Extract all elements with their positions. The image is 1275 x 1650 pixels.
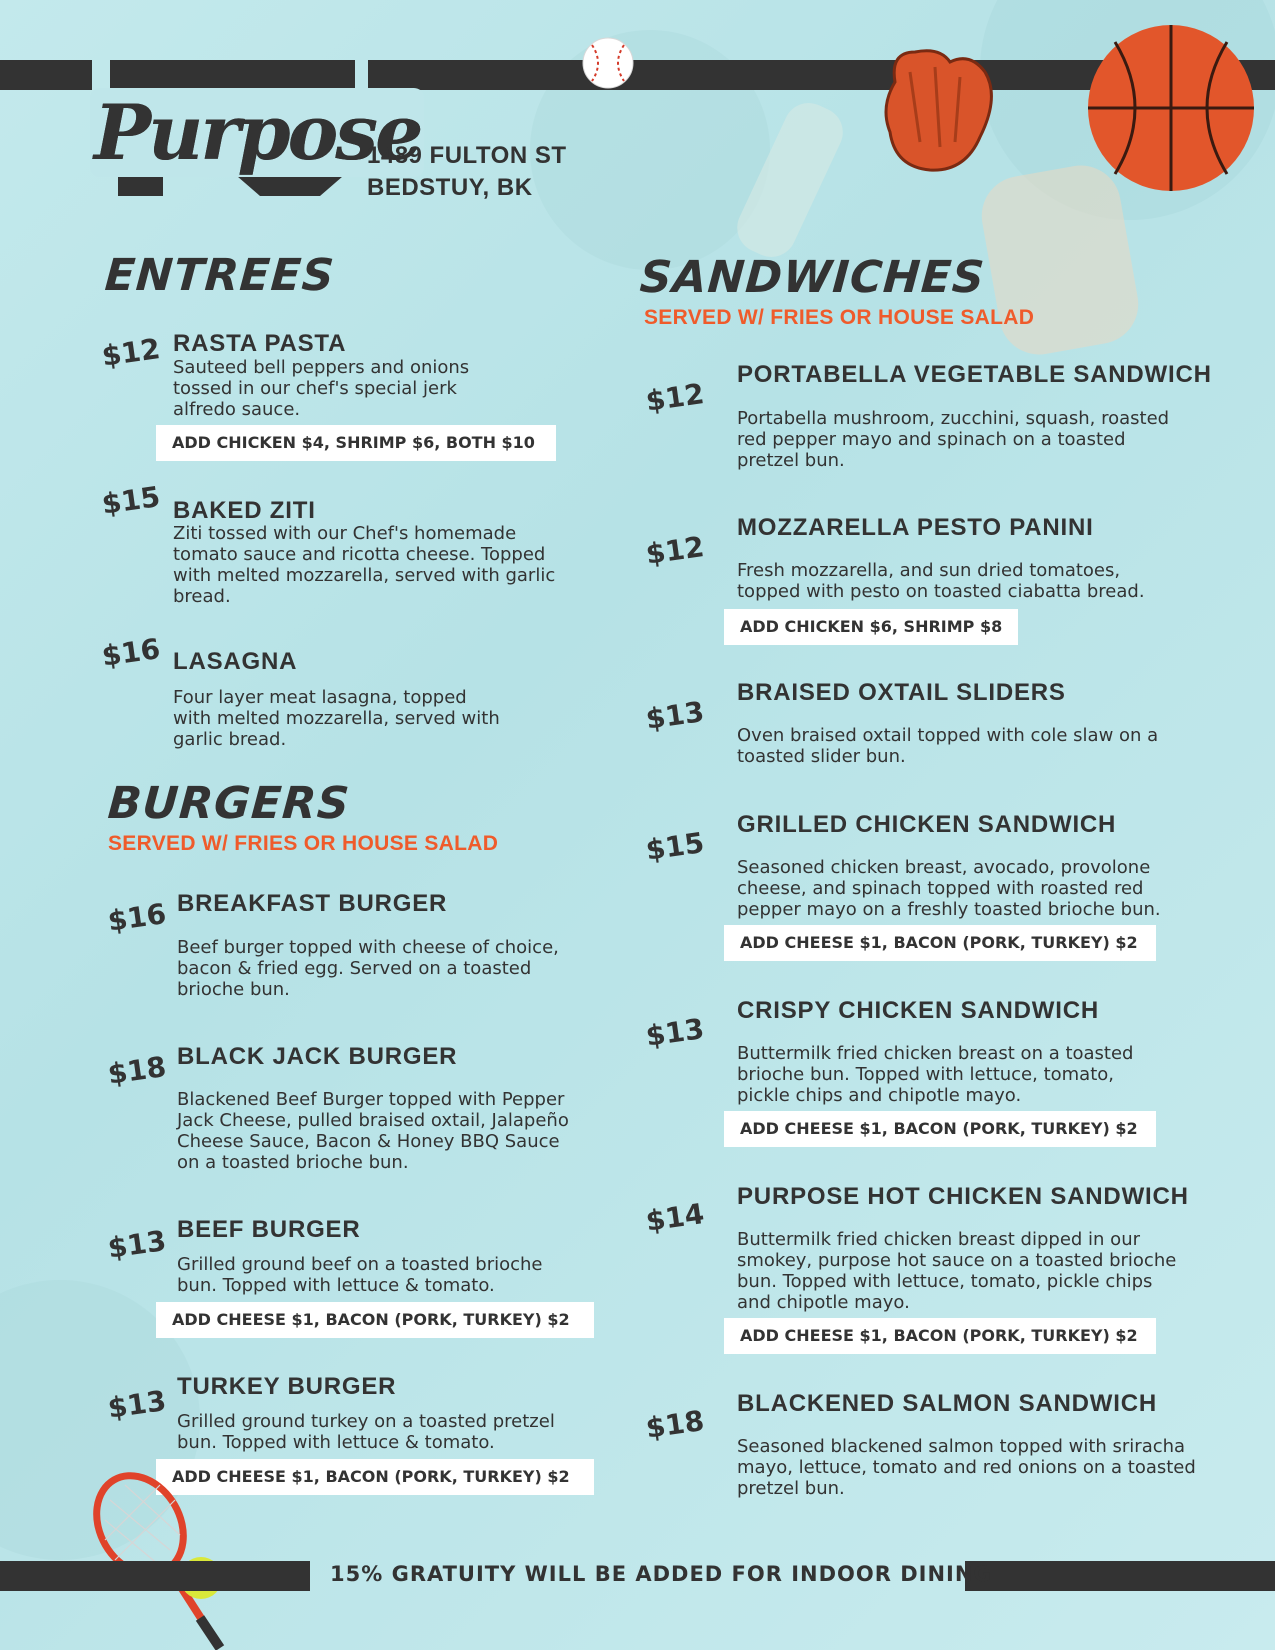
item-description: Buttermilk fried chicken breast dipped in our smokey, purpose hot sauce on a toasted brioche bun. Topped with lettuce, tomato, pickle chips and chipotle mayo. [737, 1229, 1177, 1313]
address-line-1: 1489 FULTON ST [367, 142, 567, 169]
basketball-icon [1085, 22, 1257, 194]
baseball-icon [580, 35, 636, 91]
item-price: $15 [99, 480, 163, 521]
item-price: $13 [643, 1012, 707, 1053]
item-description: Grilled ground turkey on a toasted pretzel bun. Topped with lettuce & tomato. [177, 1411, 555, 1453]
item-addon: ADD CHICKEN $4, SHRIMP $6, BOTH $10 [156, 425, 556, 461]
item-price: $13 [643, 695, 707, 736]
item-description: Ziti tossed with our Chef's homemade tomato sauce and ricotta cheese. Topped with melted mozzarella, served with garlic bread. [173, 523, 556, 607]
top-bar-left [0, 60, 92, 90]
item-description: Grilled ground beef on a toasted brioche bun. Topped with lettuce & tomato. [177, 1254, 543, 1296]
item-name: BLACK JACK BURGER [177, 1043, 458, 1070]
sandwiches-title: SANDWICHES [638, 252, 987, 303]
burgers-subtitle: SERVED W/ FRIES OR HOUSE SALAD [108, 832, 499, 855]
item-description: Seasoned blackened salmon topped with sriracha mayo, lettuce, tomato and red onions on a toasted pretzel bun. [737, 1436, 1196, 1499]
item-description: Blackened Beef Burger topped with Pepper Jack Cheese, pulled braised oxtail, Jalapeño Cheese Sauce, Bacon & Honey BBQ Sauce on a toasted brioche bun. [177, 1089, 569, 1173]
item-description: Seasoned chicken breast, avocado, provolone cheese, and spinach topped with roasted red pepper mayo on a freshly toasted brioche bun. [737, 857, 1161, 920]
item-price: $12 [643, 530, 707, 571]
footer-bar-right [965, 1561, 1275, 1591]
item-name: PURPOSE HOT CHICKEN SANDWICH [737, 1183, 1189, 1210]
address-line-2: BEDSTUY, BK [367, 174, 533, 201]
sandwiches-subtitle: SERVED W/ FRIES OR HOUSE SALAD [644, 306, 1035, 329]
item-description: Portabella mushroom, zucchini, squash, roasted red pepper mayo and spinach on a toasted pretzel bun. [737, 408, 1170, 471]
footer-bar-left [0, 1561, 310, 1591]
gratuity-notice: 15% GRATUITY WILL BE ADDED FOR INDOOR DINING [330, 1562, 992, 1586]
item-addon: ADD CHEESE $1, BACON (PORK, TURKEY) $2 [724, 1111, 1156, 1147]
item-price: $15 [643, 826, 707, 867]
item-name: PORTABELLA VEGETABLE SANDWICH [737, 361, 1212, 388]
item-addon: ADD CHEESE $1, BACON (PORK, TURKEY) $2 [724, 1318, 1156, 1354]
item-price: $12 [643, 377, 707, 418]
item-description: Buttermilk fried chicken breast on a toasted brioche bun. Topped with lettuce, tomato, pickle chips and chipotle mayo. [737, 1043, 1134, 1106]
item-description: Oven braised oxtail topped with cole slaw on a toasted slider bun. [737, 725, 1159, 767]
item-price: $13 [105, 1384, 169, 1425]
item-description: Sauteed bell peppers and onions tossed in our chef's special jerk alfredo sauce. [173, 357, 470, 420]
item-name: LASAGNA [173, 648, 298, 675]
item-description: Four layer meat lasagna, topped with melted mozzarella, served with garlic bread. [173, 687, 500, 750]
item-price: $16 [105, 897, 169, 938]
burgers-title: BURGERS [106, 778, 352, 829]
item-price: $12 [99, 332, 163, 373]
purpose-logo [94, 60, 421, 197]
item-price: $18 [105, 1050, 169, 1091]
item-name: BREAKFAST BURGER [177, 890, 448, 917]
item-name: MOZZARELLA PESTO PANINI [737, 514, 1094, 541]
item-name: BEEF BURGER [177, 1216, 361, 1243]
item-name: GRILLED CHICKEN SANDWICH [737, 811, 1117, 838]
item-name: BLACKENED SALMON SANDWICH [737, 1390, 1157, 1417]
item-price: $13 [105, 1224, 169, 1265]
item-name: RASTA PASTA [173, 330, 347, 357]
item-name: BRAISED OXTAIL SLIDERS [737, 679, 1066, 706]
baseball-glove-icon [870, 42, 1010, 182]
address [367, 140, 567, 204]
item-addon: ADD CHEESE $1, BACON (PORK, TURKEY) $2 [156, 1459, 594, 1495]
item-description: Beef burger topped with cheese of choice, bacon & fried egg. Served on a toasted brioche bun. [177, 937, 559, 1000]
item-name: BAKED ZITI [173, 497, 316, 524]
item-price: $18 [643, 1404, 707, 1445]
item-addon: ADD CHICKEN $6, SHRIMP $8 [724, 609, 1018, 645]
item-addon: ADD CHEESE $1, BACON (PORK, TURKEY) $2 [724, 925, 1156, 961]
item-name: TURKEY BURGER [177, 1373, 397, 1400]
item-price: $16 [99, 632, 163, 673]
item-description: Fresh mozzarella, and sun dried tomatoes, topped with pesto on toasted ciabatta bread. [737, 560, 1145, 602]
item-addon: ADD CHEESE $1, BACON (PORK, TURKEY) $2 [156, 1302, 594, 1338]
entrees-title: ENTREES [103, 250, 337, 301]
logo-text: Purpose [90, 88, 424, 177]
item-price: $14 [643, 1197, 707, 1238]
item-name: CRISPY CHICKEN SANDWICH [737, 997, 1099, 1024]
